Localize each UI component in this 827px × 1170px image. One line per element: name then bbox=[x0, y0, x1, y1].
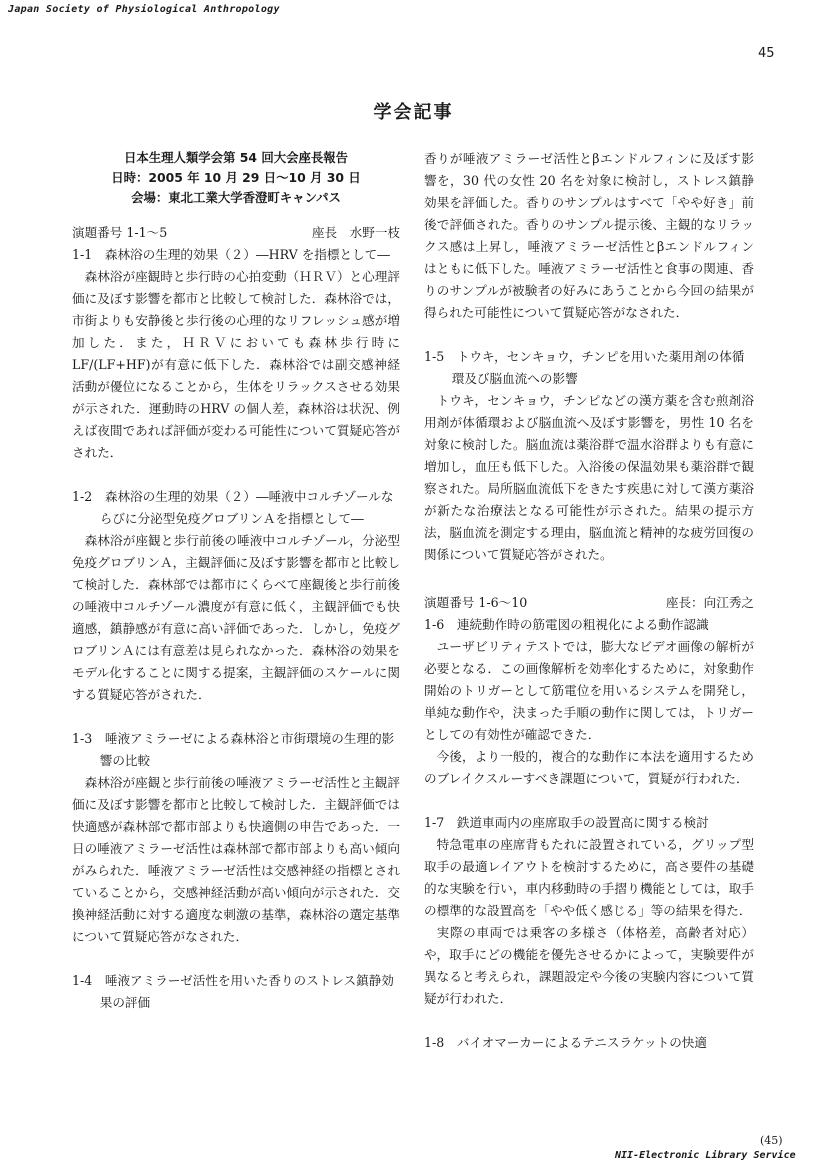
abstract-title-1-8: 1-8 バイオマーカーによるテニスラケットの快適 bbox=[424, 1035, 707, 1050]
report-date: 日時：2005 年 10 月 29 日～10 月 30 日 bbox=[111, 170, 361, 185]
abstract-body-1-4: 香りが唾液アミラーゼ活性とβエンドルフィンに及ぼす影響を，30 代の女性 20 名を対象に検討し，ストレス鎮静効果を評価した。香りのサンプルはすべて「やや好き」前後で評価された。香りのサンプル提示後、主観的なリラックス感は上昇し，唾液アミラーゼ活性とβエンドルフィンはともに低下した。唾液アミラーゼ活性と食事の関連、香りのサンプルが被験者の好みにあうことから今回の結果が得られた可能性について質疑応答がなされた． bbox=[424, 151, 754, 320]
abstract-title-1-5: 1-5 トウキ，センキョウ，チンピを用いた薬用剤の体循環及び脳血流への影響 bbox=[424, 349, 745, 386]
abstract-title-1-2: 1-2 森林浴の生理的効果（２）―唾液中コルチゾールならびに分泌型免疫グロブリンＡを指標として― bbox=[72, 489, 394, 526]
session-header-1 bbox=[72, 222, 400, 244]
report-venue: 会場：東北工業大学香澄町キャンパス bbox=[131, 190, 341, 205]
abstract-body-1-6b: 今後，より一般的，複合的な動作に本法を適用するためのブレイクスルーすべき課題について，質疑が行われた． bbox=[424, 749, 754, 786]
abstract-title-1-3: 1-3 唾液アミラーゼによる森林浴と市街環境の生理的影響の比較 bbox=[72, 731, 395, 768]
abstract-title-1-6: 1-6 連続動作時の筋電図の粗視化による動作認識 bbox=[424, 617, 709, 632]
page-title: 学会記事 bbox=[373, 102, 454, 123]
abstract-body-1-2: 森林浴が座観と歩行前後の唾液中コルチゾール，分泌型免疫グロブリンＡ，主観評価に及ぼす影響を都市と比較して検討した．森林部では都市にくらべて座観後と歩行前後の唾液中コルチゾール濃度が有意に低く，主観評価でも快適感，鎮静感が有意に高い評価であった．しかし，免疫グロブリンＡには有意差は見られなかった．森林浴の効果をモデル化することに関する提案，主観評価のスケールに関する質疑応答がされた． bbox=[72, 533, 400, 702]
session-label: 演題番号 1-1～5 bbox=[72, 225, 168, 240]
abstract-body-1-1: 森林浴が座観時と歩行時の心拍変動（ＨＲＶ）と心理評価に及ぼす影響を都市と比較して検討した．森林浴では，市街よりも安静後と歩行後の心理的なリフレッシュ感が増加した．また，ＨＲＶにおいても森林歩行時に LF/(LF+HF)が有意に低下した．森林浴では副交感神経活動が優位になることから，生体をリラックスさせる効果が示された．運動時のHRV の個人差，森林浴は状況、例えば夜間であれば評価が変わる可能性について質疑応答がされた． bbox=[72, 269, 400, 460]
society-header: Japan Society of Physiological Anthropology bbox=[8, 4, 280, 15]
abstract-title-1-1: 1-1 森林浴の生理的効果（２）―HRV を指標として― bbox=[72, 247, 390, 262]
footer-service: NII-Electronic Library Service bbox=[615, 1150, 796, 1161]
abstract-body-1-6a: ユーザビリティテストでは，膨大なビデオ画像の解析が必要となる．この画像解析を効率化するために，対象動作開始のトリガーとして筋電位を用いるシステムを開発し，単純な動作や，決まった手順の動作に関しては，トリガーとしての有効性が確認できた． bbox=[424, 639, 754, 742]
right-column bbox=[424, 148, 754, 1054]
abstract-title-1-4: 1-4 唾液アミラーゼ活性を用いた香りのストレス鎮静効果の評価 bbox=[72, 973, 394, 1010]
abstract-title-1-7: 1-7 鉄道車両内の座席取手の設置高に関する検討 bbox=[424, 815, 709, 830]
page-number: 45 bbox=[758, 46, 775, 61]
session-chair: 座長：向江秀之 bbox=[665, 595, 754, 610]
report-heading: 日本生理人類学会第 54 回大会座長報告 bbox=[123, 150, 349, 165]
abstract-body-1-3: 森林浴が座観と歩行前後の唾液アミラーゼ活性と主観評価に及ぼす影響を都市と比較して検討した．主観評価では快適感が森林部で都市部よりも快適側の申告であった．一日の唾液アミラーゼ活性は森林部で都市部よりも高い傾向がみられた．唾液アミラーゼ活性は交感神経の指標とされていることから，交感神経活動が高い傾向が示された．交換神経活動に対する適度な刺激の基準，森林浴の選定基準について質疑応答がなされた． bbox=[72, 775, 400, 944]
abstract-body-1-5: トウキ，センキョウ，チンピなどの漢方薬を含む煎剤浴用剤が体循環および脳血流へ及ぼす影響を，男性 10 名を対象に検討した。脳血流は薬浴群で温水浴群よりも有意に増加し，血圧も低下した。入浴後の保温効果も薬浴群で観察された。局所脳血流低下をきたす疾患に対して漢方薬浴が新たな治療法となる可能性が示された。結果の提示方法，脳血流を測定する理由，脳血流と精神的な疲労回復の関係について質疑応答がされた。 bbox=[424, 393, 754, 562]
session-chair: 座長 水野一枝 bbox=[311, 225, 400, 240]
abstract-body-1-7a: 特急電車の座席背もたれに設置されている，グリップ型取手の最適レイアウトを検討するために，高さ要件の基礎的な実験を行い，車内移動時の手摺り機能としては，取手の標準的な設置高を「やや低く感じる」等の結果を得た． bbox=[424, 837, 754, 918]
abstract-body-1-7b: 実際の車両では乗客の多様さ（体格差，高齢者対応）や，取手にどの機能を優先させるかによって，実験要件が異なると考えられ，課題設定や今後の実験内容について質疑が行われた． bbox=[424, 925, 754, 1006]
session-header-2 bbox=[424, 592, 754, 614]
session-label: 演題番号 1-6～10 bbox=[424, 595, 528, 610]
footer-page-number: (45) bbox=[760, 1134, 783, 1147]
left-column bbox=[72, 148, 400, 1014]
